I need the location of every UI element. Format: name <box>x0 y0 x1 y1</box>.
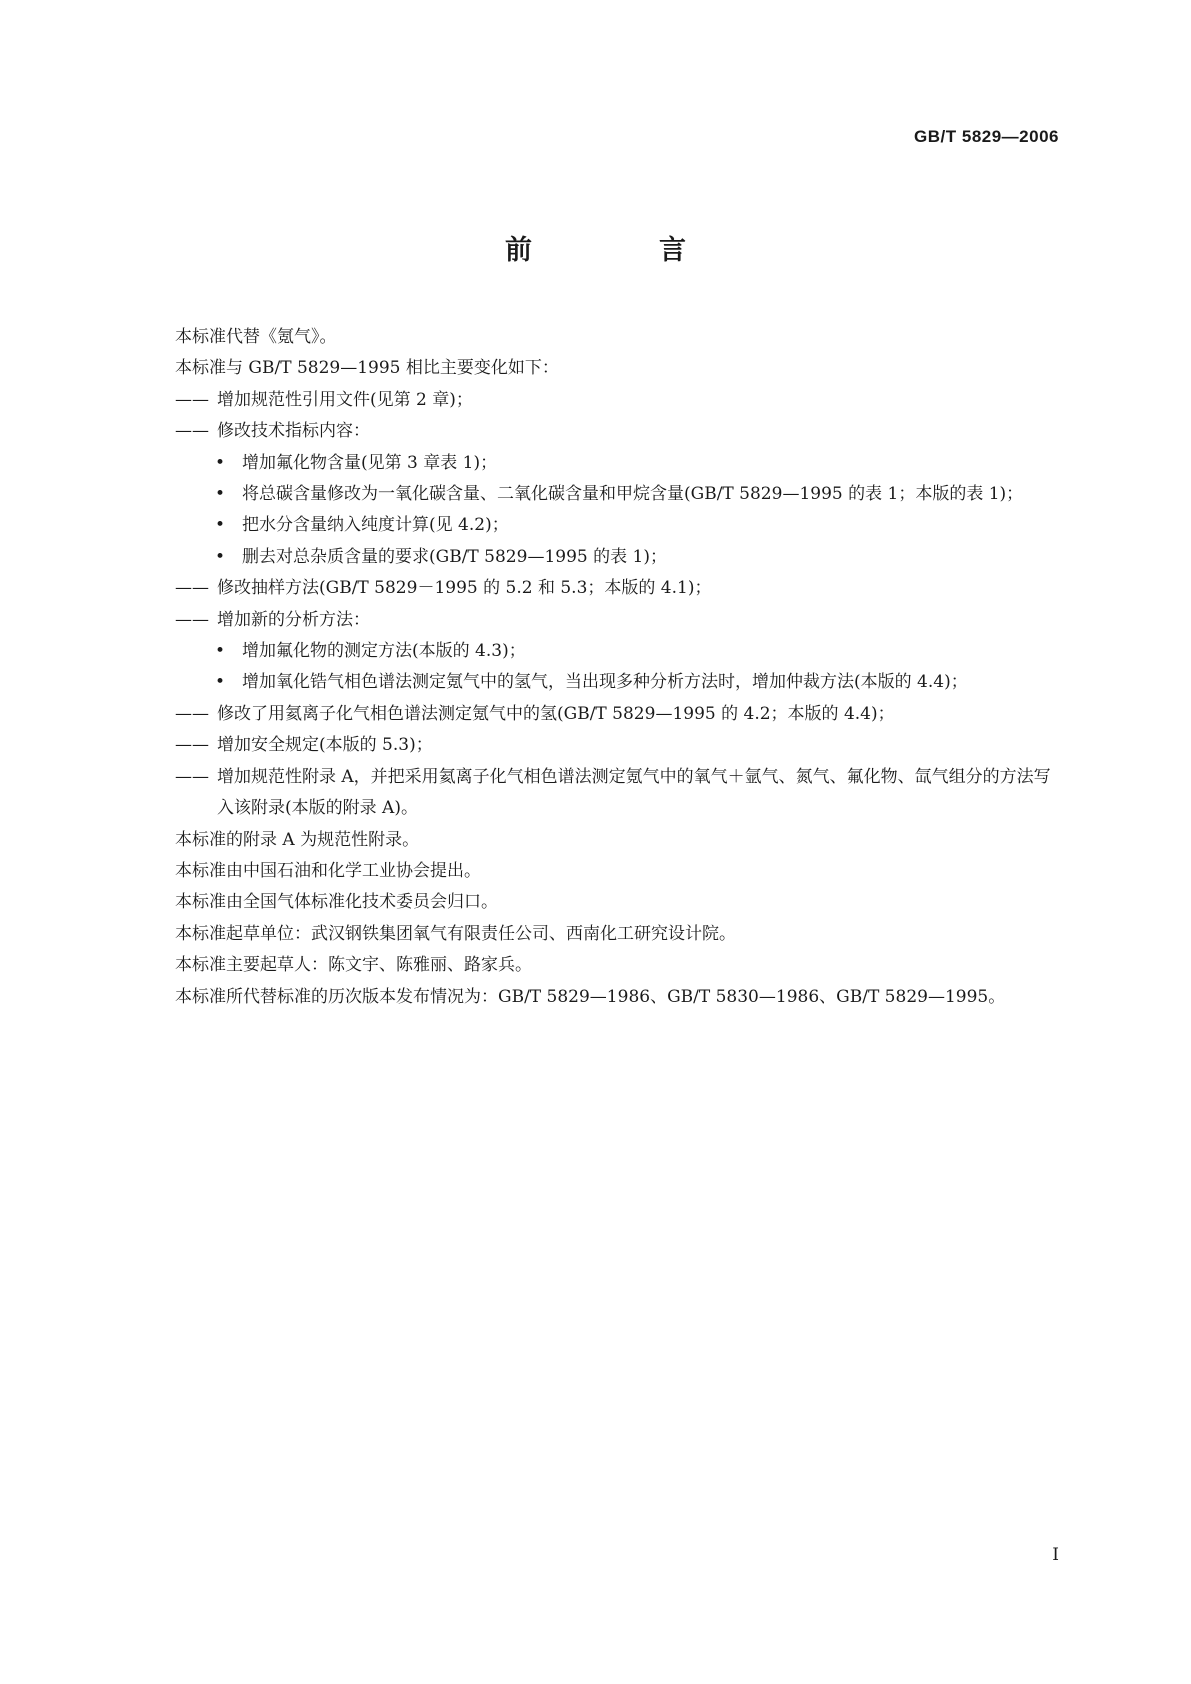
dash-marker: —— <box>175 421 209 442</box>
change-text: 修改抽样方法(GB/T 5829－1995 的 5.2 和 5.3；本版的 4.1)； <box>217 578 712 599</box>
paragraph: 本标准的附录 A 为规范性附录。 <box>175 829 420 850</box>
change-item <box>175 385 1065 416</box>
bullet-icon: • <box>215 484 226 505</box>
change-text: 增加新的分析方法： <box>217 609 370 630</box>
change-item <box>175 730 1065 761</box>
sub-item-text: 删去对总杂质含量的要求(GB/T 5829—1995 的表 1)； <box>242 546 667 567</box>
page-number: I <box>1052 1545 1059 1565</box>
page-title: 前 言 <box>505 235 736 266</box>
change-text: 修改技术指标内容： <box>217 421 370 442</box>
paragraph: 本标准由全国气体标准化技术委员会归口。 <box>175 892 498 913</box>
paragraph: 本标准代替《氪气》。 <box>175 327 337 347</box>
paragraph: 本标准与 GB/T 5829—1995 相比主要变化如下： <box>175 358 559 379</box>
paragraph: 本标准由中国石油和化学工业协会提出。 <box>175 860 481 881</box>
change-item <box>175 573 1065 604</box>
change-text: 修改了用氦离子化气相色谱法测定氪气中的氢(GB/T 5829—1995 的 4.2；本版的 4.4)； <box>217 703 895 724</box>
dash-marker: —— <box>175 578 209 599</box>
dash-marker: —— <box>175 389 209 410</box>
paragraph: 本标准所代替标准的历次版本发布情况为：GB/T 5829—1986、GB/T 5830—1986、GB/T 5829—1995。 <box>175 986 1006 1007</box>
change-item <box>175 605 1065 636</box>
sub-item <box>175 667 1065 698</box>
sub-item-text: 增加氟化物的测定方法(本版的 4.3)； <box>242 641 526 662</box>
change-text: 增加规范性附录 A，并把采用氦离子化气相色谱法测定氪气中的氧气＋氩气、氮气、氟化物、氙气组分的方法写入该附录(本版的附录 A)。 <box>217 766 1051 819</box>
change-item <box>175 699 1065 730</box>
sub-item <box>175 510 1065 541</box>
dash-marker: —— <box>175 609 209 630</box>
paragraph: 本标准起草单位：武汉钢铁集团氧气有限责任公司、西南化工研究设计院。 <box>175 923 736 944</box>
dash-marker: —— <box>175 703 209 724</box>
standard-number: GB/T 5829—2006 <box>914 127 1059 146</box>
sub-item <box>175 636 1065 667</box>
bullet-icon: • <box>215 672 226 693</box>
sub-item-text: 增加氟化物含量(见第 3 章表 1)； <box>242 452 498 473</box>
paragraph: 本标准主要起草人：陈文宇、陈雅丽、路家兵。 <box>175 955 532 976</box>
change-text: 增加安全规定(本版的 5.3)； <box>217 735 433 756</box>
dash-marker: —— <box>175 766 209 787</box>
sub-item <box>175 479 1065 510</box>
change-item <box>175 416 1065 447</box>
bullet-icon: • <box>215 452 226 473</box>
change-item <box>175 762 1065 825</box>
change-text: 增加规范性引用文件(见第 2 章)； <box>217 389 473 410</box>
sub-item <box>175 448 1065 479</box>
bullet-icon: • <box>215 515 226 536</box>
sub-item-text: 增加氧化锆气相色谱法测定氪气中的氢气，当出现多种分析方法时，增加仲裁方法(本版的 4.4)； <box>242 672 968 693</box>
foreword-body <box>175 322 1065 1013</box>
sub-item-text: 将总碳含量修改为一氧化碳含量、二氧化碳含量和甲烷含量(GB/T 5829—1995 的表 1；本版的表 1)； <box>242 484 1024 505</box>
sub-item <box>175 542 1065 573</box>
sub-item-text: 把水分含量纳入纯度计算(见 4.2)； <box>242 515 509 536</box>
bullet-icon: • <box>215 641 226 662</box>
bullet-icon: • <box>215 546 226 567</box>
dash-marker: —— <box>175 735 209 756</box>
